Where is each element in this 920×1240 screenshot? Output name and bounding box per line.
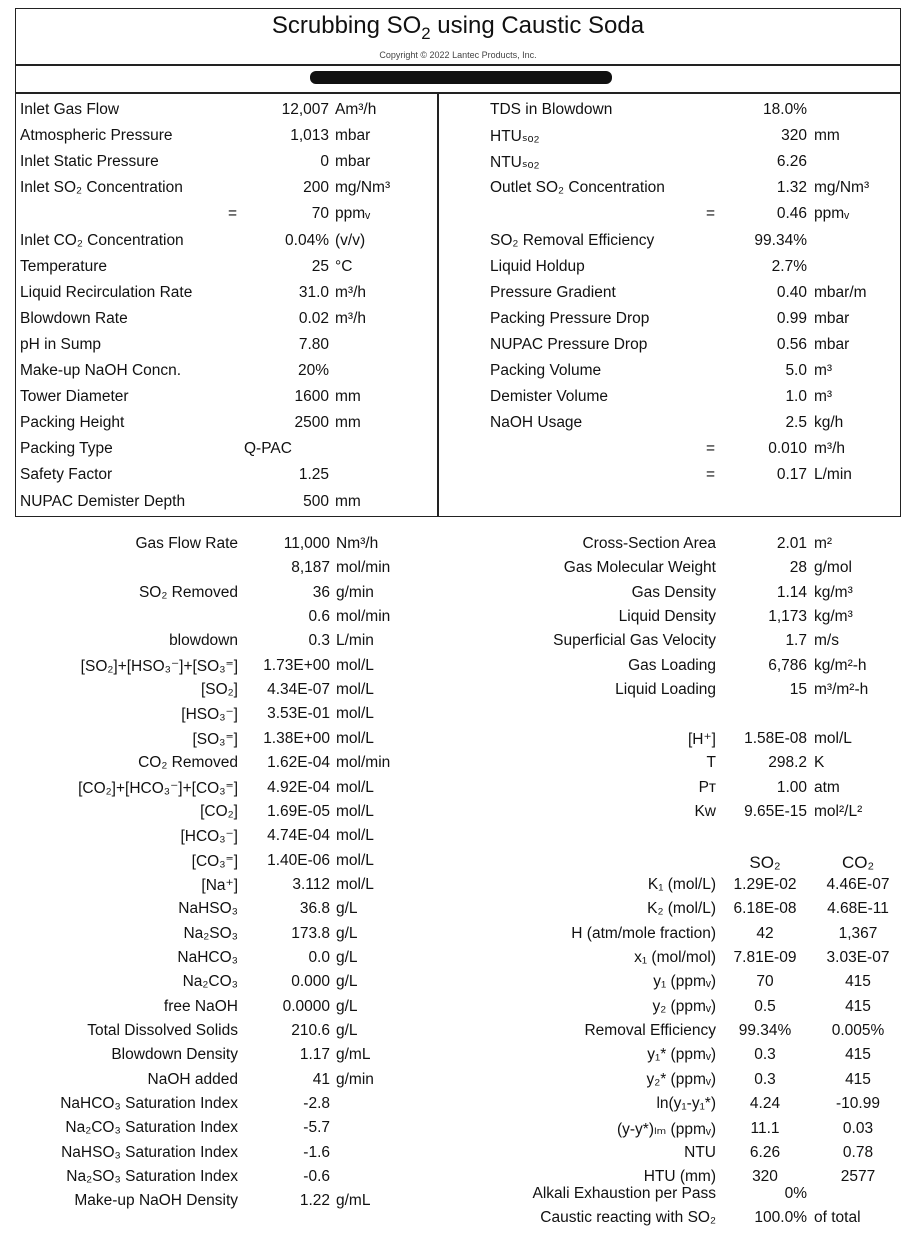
species-label: x₁ (mol/mol): [634, 949, 716, 967]
calc-unit: kg/m²-h: [814, 656, 867, 674]
so2-value: 42: [756, 924, 774, 942]
so2-value: 7.81E-09: [733, 949, 797, 967]
footer-label: Alkali Exhaustion per Pass: [532, 1185, 716, 1202]
co2-value: 415: [845, 973, 871, 991]
calc-unit: g/L: [336, 973, 358, 991]
co2-header: CO₂: [841, 853, 875, 872]
output-value: 0.46: [776, 205, 807, 223]
calc-value: 4.92E-04: [267, 778, 330, 796]
co2-value: 0.005%: [831, 1022, 885, 1040]
so2-value: 0.5: [754, 997, 776, 1015]
calc-label: NaHCO₃: [177, 948, 238, 966]
calc-unit: g/mol: [814, 559, 852, 577]
calc-unit: g/L: [336, 924, 358, 942]
output-unit: kg/h: [814, 414, 844, 432]
output-value: 1.0: [785, 388, 807, 406]
input-value: 7.80: [298, 335, 329, 353]
input-value: 31.0: [298, 283, 329, 301]
calc-unit: K: [814, 754, 825, 772]
calc-value: 41: [312, 1070, 330, 1088]
calc-value: 1.73E+00: [263, 656, 330, 674]
output-value: 5.0: [785, 362, 807, 379]
input-unit: mm: [335, 492, 361, 510]
calc-value: 1.17: [299, 1046, 330, 1064]
output-label: NaOH Usage: [490, 414, 583, 432]
redaction-mark: [310, 71, 612, 84]
output-label: NUPAC Pressure Drop: [490, 335, 648, 353]
input-label: Temperature: [20, 257, 108, 275]
calc-label: [CO₃⁼]: [191, 852, 238, 870]
output-unit: mbar/m: [814, 283, 867, 301]
input-value: 500: [303, 492, 329, 510]
page-title: Scrubbing $SO_2$ using Caustic Soda: [271, 12, 645, 43]
calc-label: T: [706, 754, 716, 772]
calc-unit: atm: [814, 778, 840, 796]
calc-label: Pᴛ: [698, 778, 716, 796]
input-unit: °C: [335, 257, 353, 275]
input-value: 25: [311, 257, 329, 275]
output-label: SO₂ Removal Efficiency: [490, 231, 655, 249]
co2-value: 2577: [840, 1168, 876, 1186]
calc-value: 0.0: [308, 948, 330, 966]
calc-unit: mol/L: [336, 705, 374, 723]
output-label: Packing Volume: [490, 362, 602, 379]
input-unit: mbar: [335, 153, 371, 171]
input-label: Liquid Recirculation Rate: [20, 283, 193, 301]
calc-value: 4.34E-07: [267, 681, 330, 699]
species-label: ln(y₁-y₁*): [656, 1095, 716, 1113]
calc-label: Cross-Section Area: [582, 535, 716, 552]
input-unit: (v/v): [335, 231, 366, 249]
equals-sign: =: [706, 466, 716, 484]
calc-value: 0.0000: [282, 997, 330, 1015]
calc-unit: mol/L: [336, 875, 374, 893]
calc-value: 0.000: [291, 973, 330, 991]
calc-value: -1.6: [303, 1143, 330, 1161]
input-label: Packing Height: [20, 414, 125, 432]
output-label: Packing Pressure Drop: [490, 309, 650, 327]
output-unit: ppmᵥ: [814, 205, 850, 223]
calc-label: [SO₂]+[HSO₃⁻]+[SO₃⁼]: [80, 657, 238, 675]
input-value: 1600: [294, 388, 329, 406]
so2-value: 70: [756, 973, 774, 991]
output-value: 6.26: [776, 153, 807, 171]
input-label: Inlet Gas Flow: [20, 101, 120, 118]
calc-unit: g/min: [336, 1070, 374, 1088]
so2-value: 6.18E-08: [733, 900, 797, 918]
co2-value: 415: [845, 1046, 871, 1064]
calc-unit: L/min: [336, 632, 374, 650]
input-label: Atmospheric Pressure: [20, 127, 173, 145]
output-value: 0.17: [776, 466, 807, 484]
output-value: 18.0%: [763, 101, 807, 118]
calc-label: [SO₂]: [200, 681, 238, 699]
calc-label: [HCO₃⁻]: [180, 828, 238, 846]
calc-value: 9.65E-15: [744, 803, 807, 821]
footer-unit: of total: [814, 1209, 861, 1227]
input-label: Inlet SO₂ Concentration: [20, 179, 183, 197]
calc-unit: g/mL: [336, 1192, 371, 1210]
output-label: Pressure Gradient: [490, 283, 616, 301]
calc-value: 1.38E+00: [263, 729, 330, 747]
calc-value: 1.62E-04: [267, 754, 330, 772]
calc-label: SO₂ Removed: [138, 583, 238, 601]
calc-value: 3.112: [292, 875, 330, 893]
so2-value: 0.3: [754, 1046, 776, 1064]
copyright: Copyright © 2022 Lantec Products, Inc.: [379, 50, 537, 60]
calc-unit: g/L: [336, 997, 358, 1015]
species-label: NTU: [684, 1143, 716, 1161]
calc-value: 173.8: [291, 924, 330, 942]
input-unit: mm: [335, 388, 361, 406]
equals-sign: =: [706, 205, 716, 223]
output-unit: mm: [814, 127, 840, 145]
calc-unit: m²: [814, 535, 833, 552]
input-unit: m³/h: [335, 309, 366, 327]
species-label: y₁ (ppmᵥ): [653, 973, 716, 991]
calc-unit: mol/min: [336, 559, 391, 577]
calc-unit: mol/L: [336, 802, 374, 820]
input-label: NUPAC Demister Depth: [20, 492, 186, 510]
calc-unit: kg/m³: [814, 608, 853, 626]
calc-value: 36.8: [299, 900, 330, 918]
output-value: 2.5: [785, 414, 807, 432]
input-value: 2500: [294, 414, 329, 432]
calc-label: Total Dissolved Solids: [87, 1022, 238, 1039]
calc-value: 3.53E-01: [267, 705, 330, 723]
equals-sign: =: [706, 440, 716, 458]
calc-label: Liquid Density: [618, 608, 716, 626]
output-label: NTUₛₒ₂: [490, 154, 540, 172]
calc-label: NaHCO₃ Saturation Index: [60, 1095, 238, 1113]
calc-value: 6,786: [768, 656, 807, 674]
output-label: Outlet SO₂ Concentration: [490, 179, 665, 197]
calc-value: 1.00: [776, 778, 807, 796]
input-value: Q-PAC: [244, 440, 292, 458]
calc-label: Na₂SO₃: [183, 924, 238, 942]
co2-value: 0.03: [842, 1119, 874, 1137]
calc-unit: Nm³/h: [336, 535, 379, 552]
so2-value: 99.34%: [738, 1022, 792, 1040]
calc-value: 210.6: [291, 1022, 330, 1039]
input-value: 200: [303, 179, 329, 197]
calc-unit: mol/L: [336, 827, 374, 845]
calc-label: Liquid Loading: [615, 681, 716, 699]
output-unit: mbar: [814, 309, 850, 327]
calc-unit: mol/min: [336, 608, 391, 626]
calc-value: 36: [312, 583, 330, 601]
input-label: Blowdown Rate: [20, 309, 128, 327]
calc-unit: mol/L: [336, 851, 374, 869]
calc-label: free NaOH: [163, 997, 238, 1015]
calc-unit: g/min: [336, 583, 374, 601]
calc-label: Kᴡ: [694, 803, 716, 821]
calc-label: [CO₂]+[HCO₃⁻]+[CO₃⁼]: [78, 779, 238, 797]
calc-value: 28: [789, 559, 807, 577]
so2-value: 320: [752, 1168, 778, 1186]
calc-unit: g/L: [336, 1022, 358, 1039]
co2-value: 415: [845, 1070, 871, 1088]
calc-value: 8,187: [291, 559, 330, 577]
so2-value: 6.26: [749, 1143, 781, 1161]
input-label: Packing Type: [20, 440, 113, 458]
calc-value: 1.69E-05: [267, 802, 330, 820]
output-value: 99.34%: [754, 231, 807, 249]
calc-unit: mol/min: [336, 754, 391, 772]
output-unit: mbar: [814, 335, 850, 353]
output-value: 320: [781, 127, 807, 145]
input-label: Inlet CO₂ Concentration: [20, 231, 184, 249]
calc-unit: kg/m³: [814, 583, 853, 601]
co2-value: 415: [845, 997, 871, 1015]
so2-value: 0.3: [754, 1070, 776, 1088]
equals-sign: =: [228, 205, 238, 223]
input-unit: mbar: [335, 127, 371, 145]
output-value: 0.56: [776, 335, 807, 353]
calc-label: NaHSO₃: [178, 900, 238, 918]
input-unit: m³/h: [335, 283, 366, 301]
calc-value: -0.6: [303, 1168, 330, 1186]
co2-value: 4.46E-07: [826, 876, 890, 893]
input-value: 1,013: [290, 127, 329, 145]
species-label: y₁* (ppmᵥ): [647, 1046, 716, 1064]
species-label: HTU (mm): [643, 1168, 716, 1186]
calc-unit: g/L: [336, 900, 358, 918]
output-unit: m³: [814, 388, 833, 406]
calc-label: NaOH added: [147, 1070, 238, 1088]
calc-label: Na₂SO₃ Saturation Index: [66, 1168, 238, 1186]
co2-value: 0.78: [842, 1143, 874, 1161]
calc-unit: g/L: [336, 948, 358, 966]
calc-label: Gas Flow Rate: [135, 535, 238, 552]
calc-value: 2.01: [776, 535, 807, 552]
calc-label: NaHSO₃ Saturation Index: [61, 1143, 238, 1161]
footer-label: Caustic reacting with SO₂: [540, 1209, 716, 1227]
calc-label: [HSO₃⁻]: [181, 706, 238, 724]
output-unit: m³/h: [814, 440, 845, 458]
calc-value: 1,173: [768, 608, 807, 626]
output-value: 1.32: [776, 179, 807, 197]
calc-unit: mol/L: [336, 778, 374, 796]
calc-value: 298.2: [768, 754, 807, 772]
calc-label: Gas Molecular Weight: [563, 559, 716, 577]
calc-label: blowdown: [169, 632, 238, 650]
input-value: 70: [311, 205, 329, 223]
output-label: HTUₛₒ₂: [490, 128, 540, 146]
calc-value: 1.58E-08: [744, 730, 807, 747]
input-unit: Am³/h: [335, 101, 377, 118]
so2-header: SO₂: [749, 853, 781, 872]
input-value: 0: [320, 153, 329, 171]
output-label: Demister Volume: [490, 388, 609, 406]
calc-unit: mol²/L²: [814, 803, 863, 821]
calc-label: Superficial Gas Velocity: [553, 632, 716, 650]
output-value: 2.7%: [771, 257, 807, 275]
so2-value: 11.1: [750, 1119, 780, 1137]
calc-value: 0.6: [308, 608, 330, 626]
output-unit: m³: [814, 362, 833, 379]
calc-value: -2.8: [303, 1095, 330, 1113]
calc-value: 1.7: [785, 632, 807, 650]
output-unit: mg/Nm³: [814, 179, 870, 197]
input-label: Safety Factor: [20, 466, 113, 484]
species-label: y₂* (ppmᵥ): [646, 1070, 716, 1088]
so2-value: 1.29E-02: [733, 876, 797, 893]
calc-unit: m³/m²-h: [814, 681, 869, 699]
calc-value: 11,000: [283, 535, 330, 552]
calc-label: Na₂CO₃ Saturation Index: [65, 1119, 238, 1137]
input-value: 12,007: [281, 101, 329, 118]
calc-value: 4.74E-04: [267, 827, 330, 845]
calc-label: [Na⁺]: [201, 876, 238, 894]
output-label: Liquid Holdup: [490, 257, 585, 275]
species-label: y₂ (ppmᵥ): [652, 997, 716, 1015]
output-value: 0.99: [776, 309, 807, 327]
calc-value: 1.40E-06: [267, 851, 330, 869]
input-label: Make-up NaOH Concn.: [20, 362, 182, 379]
calc-unit: mol/L: [336, 681, 374, 699]
species-label: (y-y*)ₗₘ (ppmᵥ): [616, 1120, 716, 1138]
species-label: Removal Efficiency: [584, 1022, 716, 1040]
output-value: 0.40: [776, 283, 807, 301]
co2-value: 3.03E-07: [826, 949, 890, 967]
calc-unit: mol/L: [336, 656, 374, 674]
calc-label: [SO₃⁼]: [192, 730, 238, 748]
calc-value: 1.22: [299, 1192, 330, 1210]
calc-label: [H⁺]: [688, 731, 716, 748]
input-value: 0.02: [298, 309, 329, 327]
input-label: pH in Sump: [20, 335, 101, 353]
calc-unit: g/mL: [336, 1046, 371, 1064]
input-value: 1.25: [298, 466, 329, 484]
co2-value: 1,367: [838, 924, 878, 942]
calc-label: CO₂ Removed: [138, 754, 238, 772]
calc-value: 15: [789, 681, 807, 699]
calc-label: Gas Density: [631, 583, 716, 601]
so2-value: 4.24: [749, 1095, 781, 1113]
calc-value: -5.7: [303, 1119, 330, 1137]
species-label: K₁ (mol/L): [647, 876, 716, 893]
calc-unit: mol/L: [814, 730, 852, 747]
footer-value: 0%: [784, 1185, 807, 1202]
calc-unit: mol/L: [336, 729, 374, 747]
co2-value: 4.68E-11: [827, 900, 889, 918]
calc-label: Gas Loading: [628, 656, 716, 674]
input-unit: mg/Nm³: [335, 179, 391, 197]
calc-value: 0.3: [308, 632, 330, 650]
input-unit: mm: [335, 414, 361, 432]
calc-label: Blowdown Density: [111, 1046, 238, 1064]
calc-unit: m/s: [814, 632, 839, 650]
co2-value: -10.99: [836, 1095, 880, 1113]
calc-label: Make-up NaOH Density: [74, 1192, 238, 1210]
input-label: Tower Diameter: [20, 388, 129, 406]
species-label: K₂ (mol/L): [647, 900, 716, 918]
input-label: Inlet Static Pressure: [20, 153, 159, 171]
output-value: 0.010: [768, 440, 807, 458]
input-value: 20%: [297, 362, 329, 379]
calc-label: [CO₂]: [200, 802, 238, 820]
input-unit: ppmᵥ: [335, 205, 371, 223]
footer-value: 100.0%: [754, 1209, 807, 1227]
calc-label: Na₂CO₃: [182, 973, 238, 991]
input-value: 0.04%: [285, 231, 329, 249]
output-unit: L/min: [814, 466, 852, 484]
species-label: H (atm/mole fraction): [571, 924, 716, 942]
calc-value: 1.14: [776, 583, 807, 601]
output-label: TDS in Blowdown: [490, 101, 613, 118]
